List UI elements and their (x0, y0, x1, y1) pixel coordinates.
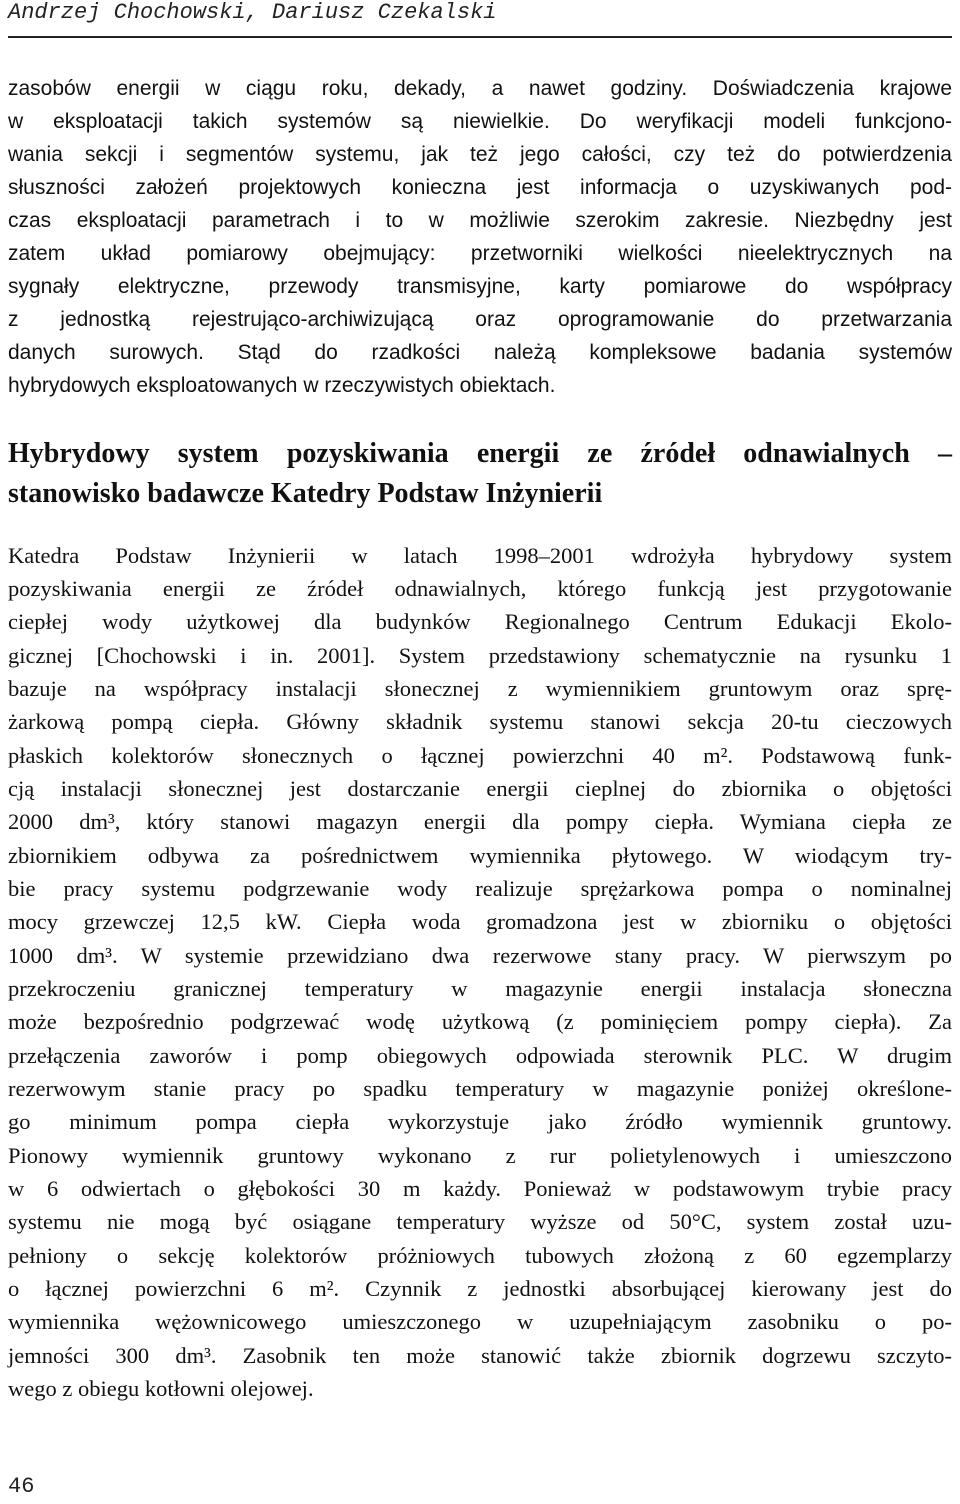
text-line: z jednostką rejestrująco-archiwizującą oraz oprogramowanie do przetwarzania (8, 308, 952, 331)
text-line: sygnały elektryczne, przewody transmisyjne, karty pomiarowe do współpracy (8, 275, 952, 298)
text-line: 1000 dm³. W systemie przewidziano dwa rezerwowe stany pracy. W pierwszym po (8, 943, 952, 968)
text-line: bie pracy systemu podgrzewanie wody realizuje sprężarkowa pompa o nominalnej (8, 876, 952, 901)
text-line: ciepłej wody użytkowej dla budynków Regionalnego Centrum Edukacji Ekolo- (8, 609, 952, 634)
page-number: 46 (8, 1474, 35, 1499)
text-line: zasobów energii w ciągu roku, dekady, a nawet godziny. Doświadczenia krajowe (8, 77, 952, 100)
text-line: żarkową pompą ciepła. Główny składnik systemu stanowi sekcja 20-tu cieczowych (8, 709, 952, 734)
text-line: może bezpośrednio podgrzewać wodę użytkową (z pominięciem pompy ciepła). Za (8, 1009, 952, 1034)
text-line: pełniony o sekcję kolektorów próżniowych tubowych złożoną z 60 egzemplarzy (8, 1243, 952, 1268)
text-line: danych surowych. Stąd do rzadkości należą kompleksowe badania systemów (8, 341, 952, 364)
text-line: go minimum pompa ciepła wykorzystuje jako źródło wymiennik gruntowy. (8, 1109, 952, 1134)
text-line: przełączenia zaworów i pomp obiegowych odpowiada sterownik PLC. W drugim (8, 1043, 952, 1068)
text-line: mocy grzewczej 12,5 kW. Ciepła woda gromadzona jest w zbiorniku o objętości (8, 909, 952, 934)
section-heading-line: stanowisko badawcze Katedry Podstaw Inżynierii (8, 478, 603, 509)
text-line: o łącznej powierzchni 6 m². Czynnik z jednostki absorbującej kierowany jest do (8, 1276, 952, 1301)
text-line: Katedra Podstaw Inżynierii w latach 1998–2001 wdrożyła hybrydowy system (8, 543, 952, 568)
text-line: rezerwowym stanie pracy po spadku temperatury w magazynie poniżej określone- (8, 1076, 952, 1101)
running-header: Andrzej Chochowski, Dariusz Czekalski (8, 0, 497, 25)
text-line: w eksploatacji takich systemów są niewielkie. Do weryfikacji modeli funkcjono- (8, 110, 952, 133)
text-line: cją instalacji słonecznej jest dostarczanie energii cieplnej do zbiornika o objętości (8, 776, 952, 801)
text-line: słuszności założeń projektowych konieczna jest informacja o uzyskiwanych pod- (8, 176, 952, 199)
text-line: hybrydowych eksploatowanych w rzeczywistych obiektach. (8, 374, 556, 397)
text-line: jemności 300 dm³. Zasobnik ten może stanowić także zbiornik dogrzewu szczyto- (8, 1343, 952, 1368)
text-line: w 6 odwiertach o głębokości 30 m każdy. Ponieważ w podstawowym trybie pracy (8, 1176, 952, 1201)
text-line: przekroczeniu granicznej temperatury w magazynie energii instalacja słoneczna (8, 976, 952, 1001)
text-line: systemu nie mogą być osiągane temperatury wyższe od 50°C, system został uzu- (8, 1209, 952, 1234)
text-line: płaskich kolektorów słonecznych o łącznej powierzchni 40 m². Podstawową funk- (8, 743, 952, 768)
text-line: Pionowy wymiennik gruntowy wykonano z rur polietylenowych i umieszczono (8, 1143, 952, 1168)
text-line: zbiornikiem odbywa za pośrednictwem wymiennika płytowego. W wiodącym try- (8, 843, 952, 868)
text-line: 2000 dm³, który stanowi magazyn energii dla pompy ciepła. Wymiana ciepła ze (8, 809, 952, 834)
text-line: wego z obiegu kotłowni olejowej. (8, 1376, 314, 1401)
text-line: czas eksploatacji parametrach i to w możliwie szerokim zakresie. Niezbędny jest (8, 209, 952, 232)
header-rule (8, 36, 952, 38)
text-line: gicznej [Chochowski i in. 2001]. System przedstawiony schematycznie na rysunku 1 (8, 643, 952, 668)
section-heading-line: Hybrydowy system pozyskiwania energii ze źródeł odnawialnych – (8, 438, 952, 469)
text-line: pozyskiwania energii ze źródeł odnawialnych, którego funkcją jest przygotowanie (8, 576, 952, 601)
text-line: wymiennika wężownicowego umieszczonego w uzupełniającym zasobniku o po- (8, 1309, 952, 1334)
text-line: wania sekcji i segmentów systemu, jak też jego całości, czy też do potwierdzenia (8, 143, 952, 166)
text-line: bazuje na współpracy instalacji słonecznej z wymiennikiem gruntowym oraz sprę- (8, 676, 952, 701)
text-line: zatem układ pomiarowy obejmujący: przetworniki wielkości nieelektrycznych na (8, 242, 952, 265)
